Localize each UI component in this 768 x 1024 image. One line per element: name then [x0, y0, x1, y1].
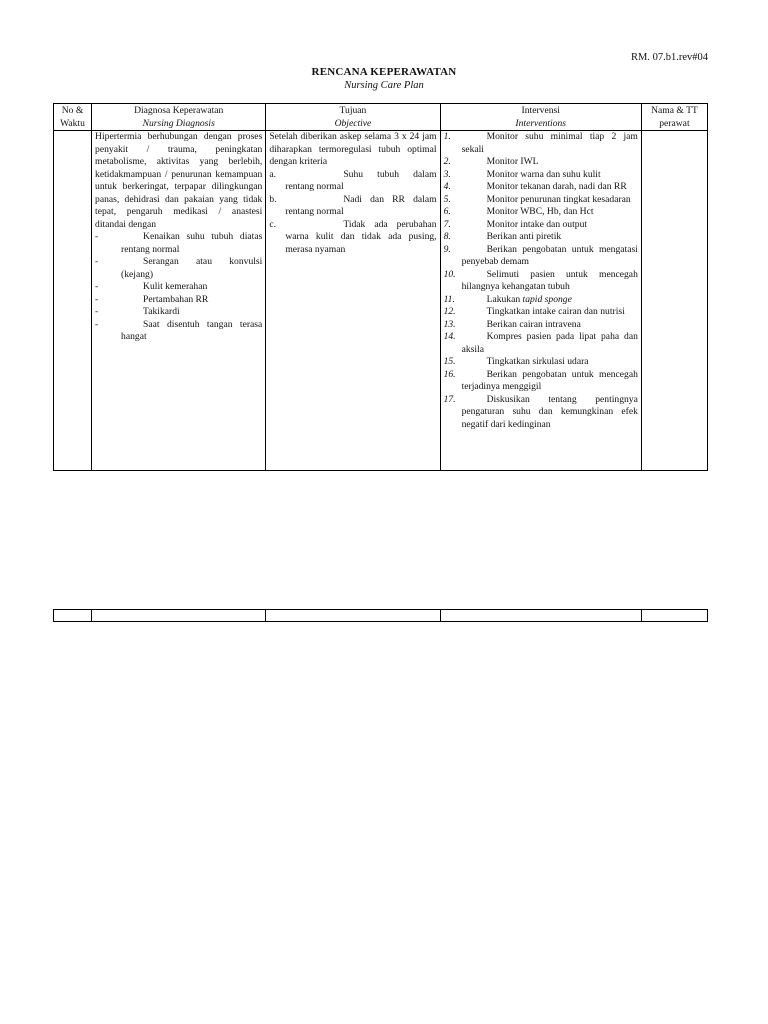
care-plan-table [53, 103, 708, 471]
list-item [444, 231, 638, 244]
list-item-text: Kenaikan suhu tubuh diatas rentang normal [121, 231, 263, 255]
blank-cell [440, 610, 641, 622]
item-number: 5. [443, 193, 451, 205]
blank-cell [54, 610, 92, 622]
list-item-text: Monitor warna dan suhu kulit [486, 168, 601, 180]
list-item-text: Berikan pengobatan untuk mengatasi penyebab demam [461, 243, 638, 267]
header-no-line2: Waktu [60, 117, 85, 129]
list-item-text: Kompres pasien pada lipat paha dan aksila [461, 331, 638, 355]
list-item [95, 256, 262, 281]
list-item [269, 219, 436, 257]
list-item-text: Monitor suhu minimal tiap 2 jam sekali [461, 131, 638, 155]
item-number: 11. [443, 293, 455, 305]
bullet-marker: - [95, 318, 99, 330]
list-item-text: Monitor penurunan tingkat kesadaran [486, 193, 631, 205]
list-item-text: Monitor tekanan darah, nadi dan RR [486, 181, 627, 192]
list-item-text: Tingkatkan sirkulasi udara [486, 356, 589, 367]
list-item-text: Monitor WBC, Hb, dan Hct [486, 206, 594, 217]
header-objective-en: Objective [334, 117, 372, 129]
criteria-marker: a. [269, 168, 276, 180]
list-item [95, 281, 262, 294]
diagnosis-signs-list [95, 231, 262, 344]
list-item-text: Nadi dan RR dalam rentang normal [285, 193, 437, 217]
list-item [269, 169, 436, 194]
item-number: 17. [443, 393, 456, 405]
list-item [269, 194, 436, 219]
list-item [444, 181, 638, 194]
list-item-text-part: Lakukan [486, 293, 523, 305]
cell-interventions [440, 131, 641, 471]
list-item-text: Tidak ada perubahan warna kulit dan tidak ada pusing, merasa nyaman [285, 218, 437, 255]
item-number: 3. [443, 168, 451, 180]
item-number: 15. [443, 356, 456, 367]
item-number: 14. [443, 331, 456, 342]
header-objective [266, 104, 440, 131]
header-nurse-sub: perawat [659, 117, 690, 129]
list-item [95, 231, 262, 256]
document-title: RENCANA KEPERAWATAN [311, 66, 457, 78]
criteria-marker: c. [269, 218, 276, 230]
cell-no-waktu [54, 131, 92, 471]
document-subtitle: Nursing Care Plan [344, 80, 424, 91]
objective-intro: Setelah diberikan askep selama 3 x 24 jam diharapkan termoregulasi tubuh optimal dengan kriteria [269, 131, 437, 167]
list-item [444, 294, 638, 307]
header-intervention-en: Interventions [515, 117, 567, 129]
item-number: 13. [443, 318, 456, 330]
item-number: 7. [443, 218, 451, 230]
item-number: 8. [443, 231, 451, 242]
blank-cell [641, 610, 707, 622]
list-item [444, 131, 638, 156]
item-number: 4. [443, 181, 451, 192]
list-item [444, 244, 638, 269]
table-row [54, 610, 708, 622]
table-header-row [54, 104, 708, 131]
list-item [444, 319, 638, 332]
list-item [444, 206, 638, 219]
bullet-marker: - [95, 281, 99, 292]
list-item-text: Tingkatkan intake cairan dan nutrisi [486, 306, 625, 317]
list-item-text: Monitor intake dan output [486, 218, 588, 230]
list-item [444, 219, 638, 232]
list-item-text: Takikardi [143, 306, 180, 317]
blank-cell [92, 610, 266, 622]
interventions-list [444, 131, 638, 431]
list-item-text: Berikan cairan intravena [486, 318, 581, 330]
bullet-marker: - [95, 293, 99, 305]
list-item [444, 194, 638, 207]
list-item [444, 369, 638, 394]
list-item-text: Saat disentuh tangan terasa hangat [121, 318, 263, 342]
bullet-marker: - [95, 256, 99, 267]
list-item [444, 306, 638, 319]
header-intervention-label: Intervensi [521, 105, 560, 116]
list-item [444, 169, 638, 182]
criteria-marker: b. [269, 193, 277, 205]
header-no-line1: No & [61, 105, 84, 116]
list-item [95, 294, 262, 307]
item-number: 2. [443, 156, 451, 167]
table-row [54, 131, 708, 471]
list-item [444, 356, 638, 369]
list-item-text: Serangan atau konvulsi (kejang) [121, 256, 263, 280]
list-item-emphasis: tapid sponge [522, 293, 572, 305]
list-item [95, 319, 262, 344]
header-diagnosis-label: Diagnosa Keperawatan [134, 105, 224, 116]
list-item-text: Suhu tubuh dalam rentang normal [285, 168, 437, 192]
list-item-text: Monitor IWL [486, 156, 539, 167]
header-objective-label: Tujuan [339, 105, 367, 116]
list-item [444, 331, 638, 356]
header-intervention [440, 104, 641, 131]
cell-diagnosis [92, 131, 266, 471]
list-item [95, 306, 262, 319]
list-item-text: Pertambahan RR [143, 293, 209, 305]
list-item-text: Kulit kemerahan [143, 281, 208, 292]
list-item [444, 394, 638, 432]
header-no-waktu [54, 104, 92, 131]
document-code: RM. 07.b1.rev#04 [631, 52, 708, 63]
header-diagnosis-en: Nursing Diagnosis [142, 117, 215, 129]
header-nurse-label: Nama & TT [651, 105, 698, 116]
blank-cell [266, 610, 440, 622]
bullet-marker: - [95, 306, 99, 317]
diagnosis-intro: Hipertermia berhubungan dengan proses penyakit / trauma, peningkatan metabolisme, aktivitas yang berlebih, ketidakmampuan / penurunan kemampuan untuk berkeringat, terpapar dilingkungan panas, dehidrasi dan pakaian yang tidak tepat, pengaruh medikasi / anastesi ditandai dengan [95, 131, 263, 230]
cell-objective [266, 131, 440, 471]
item-number: 6. [443, 206, 451, 217]
list-item [444, 156, 638, 169]
item-number: 1. [443, 131, 451, 142]
item-number: 9. [443, 243, 451, 255]
objective-criteria-list [269, 169, 436, 257]
item-number: 16. [443, 368, 456, 380]
list-item-text: Berikan pengobatan untuk mencegah terjadinya menggigil [461, 368, 638, 392]
list-item-text [462, 294, 638, 307]
bullet-marker: - [95, 231, 99, 242]
header-nurse [641, 104, 707, 131]
list-item-text: Diskusikan tentang pentingnya pengaturan suhu dan kemungkinan efek negatif dari kedinginan [461, 393, 638, 430]
cell-nurse-signature [641, 131, 707, 471]
blank-table-row [53, 609, 708, 622]
item-number: 12. [443, 306, 456, 317]
list-item-text: Selimuti pasien untuk mencegah hilangnya kehangatan tubuh [461, 268, 638, 292]
list-item-text: Berikan anti piretik [486, 231, 562, 242]
item-number: 10. [443, 268, 456, 280]
header-diagnosis [92, 104, 266, 131]
list-item [444, 269, 638, 294]
